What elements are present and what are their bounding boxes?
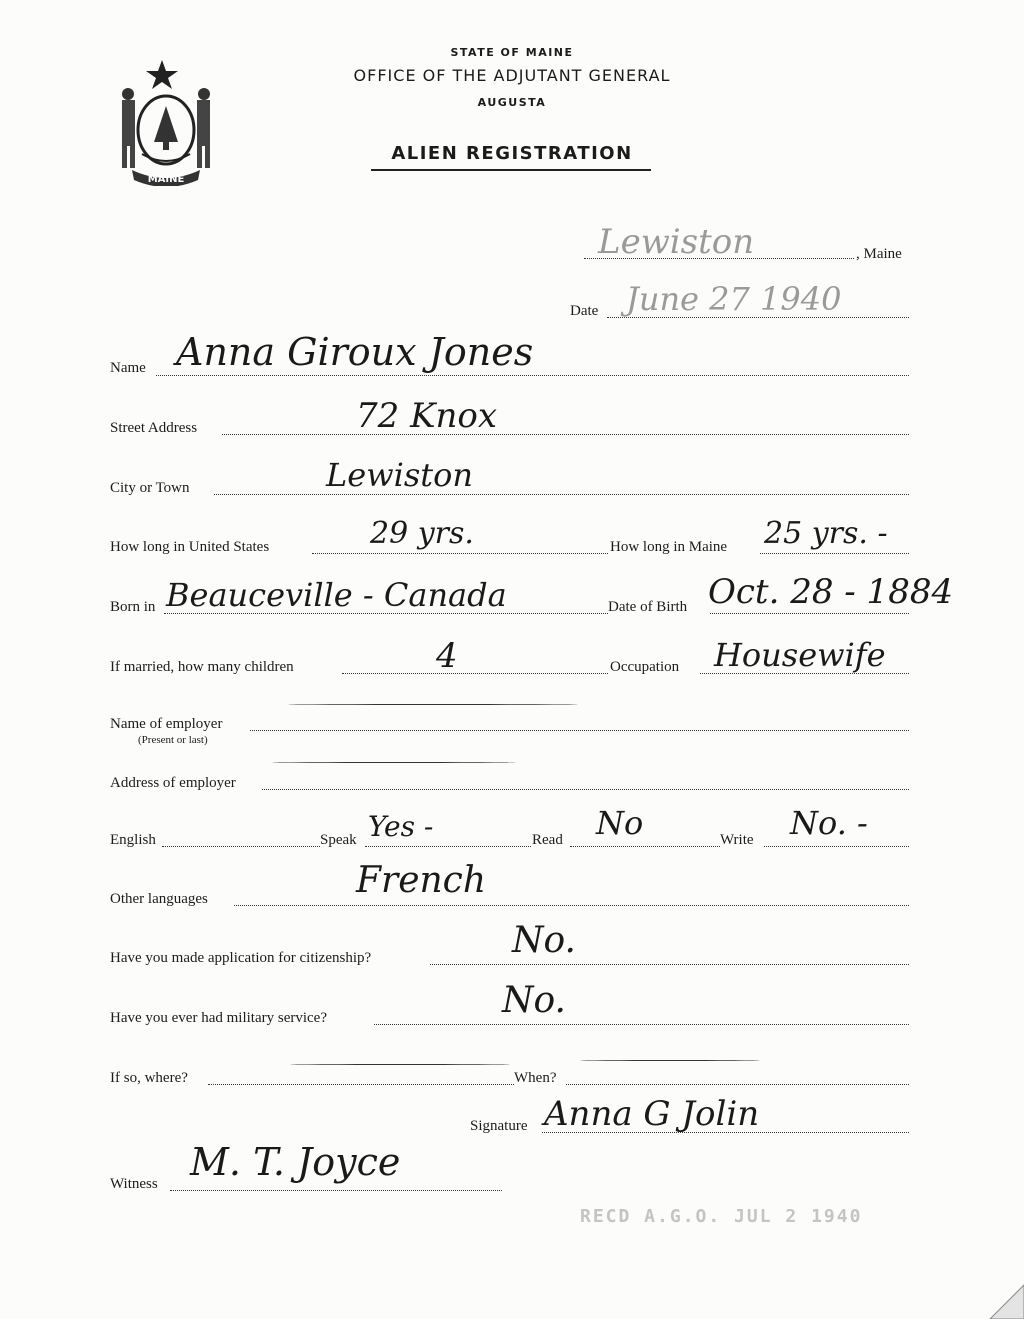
english-line [162, 846, 320, 847]
place-suffix: , Maine [856, 246, 902, 262]
write-value: No. - [790, 804, 868, 842]
signature-value: Anna G Jolin [544, 1094, 760, 1134]
how-long-maine-line [760, 553, 909, 554]
military-label: Have you ever had military service? [110, 1010, 327, 1026]
received-stamp: RECD A.G.O. JUL 2 1940 [580, 1206, 863, 1227]
military-line [374, 1024, 909, 1025]
occupation-value: Housewife [714, 636, 886, 674]
write-line [764, 846, 909, 847]
how-long-maine-label: How long in Maine [610, 539, 728, 555]
place-value: Lewiston [598, 222, 755, 262]
speak-line [365, 846, 531, 847]
how-long-us-line [312, 553, 608, 554]
date-of-birth-line [710, 613, 909, 614]
employer-address-label: Address of employer [110, 775, 236, 791]
folded-corner-icon [984, 1279, 1024, 1319]
citizenship-value: No. [512, 920, 576, 961]
read-value: No [596, 804, 644, 842]
when-line [566, 1084, 909, 1085]
employer-address-dash [272, 762, 516, 763]
citizenship-label: Have you made application for citizenship? [110, 950, 372, 966]
born-in-label: Born in [110, 599, 156, 615]
occupation-label: Occupation [610, 659, 680, 675]
title-underline [371, 169, 651, 171]
header-state: STATE OF MAINE [450, 46, 574, 59]
employer-sublabel: (Present or last) [138, 734, 208, 746]
street-value: 72 Knox [356, 396, 498, 436]
name-line [156, 375, 909, 376]
born-in-value: Beauceville - Canada [166, 576, 507, 614]
when-dash [580, 1060, 760, 1061]
speak-value: Yes - [368, 810, 434, 843]
street-label: Street Address [110, 420, 198, 436]
write-label: Write [720, 832, 754, 848]
signature-label: Signature [470, 1118, 528, 1134]
city-line [214, 494, 909, 495]
other-languages-value: French [356, 860, 487, 901]
witness-value: M. T. Joyce [190, 1140, 401, 1184]
date-value: June 27 1940 [626, 280, 842, 318]
read-label: Read [532, 832, 563, 848]
how-long-us-label: How long in United States [110, 539, 270, 555]
how-long-us-value: 29 yrs. [370, 516, 474, 551]
witness-line [170, 1190, 502, 1191]
where-line [208, 1084, 514, 1085]
children-line [342, 673, 608, 674]
name-label: Name [110, 360, 146, 376]
citizenship-line [430, 964, 909, 965]
children-value: 4 [436, 636, 458, 676]
other-languages-label: Other languages [110, 891, 208, 907]
header-city: AUGUSTA [477, 96, 547, 109]
military-value: No. [502, 980, 566, 1021]
children-label: If married, how many children [110, 659, 294, 675]
english-label: English [110, 832, 156, 848]
street-line [222, 434, 909, 435]
date-of-birth-label: Date of Birth [608, 599, 688, 615]
employer-label: Name of employer [110, 716, 223, 732]
where-label: If so, where? [110, 1070, 188, 1086]
date-label: Date [570, 303, 599, 319]
header-office: OFFICE OF THE ADJUTANT GENERAL [353, 66, 671, 85]
employer-line [250, 730, 909, 731]
employer-dash [288, 704, 578, 705]
place-line [584, 258, 854, 259]
other-languages-line [234, 905, 909, 906]
date-of-birth-value: Oct. 28 - 1884 [708, 572, 954, 612]
where-dash [290, 1064, 510, 1065]
witness-label: Witness [110, 1176, 158, 1192]
read-line [570, 846, 720, 847]
when-label: When? [514, 1070, 557, 1086]
how-long-maine-value: 25 yrs. - [764, 516, 888, 551]
city-value: Lewiston [326, 456, 473, 494]
name-value: Anna Giroux Jones [176, 330, 534, 374]
employer-address-line [262, 789, 909, 790]
city-label: City or Town [110, 480, 190, 496]
form-title: ALIEN REGISTRATION [391, 143, 633, 164]
svg-text:MAINE: MAINE [147, 174, 185, 185]
speak-label: Speak [320, 832, 357, 848]
